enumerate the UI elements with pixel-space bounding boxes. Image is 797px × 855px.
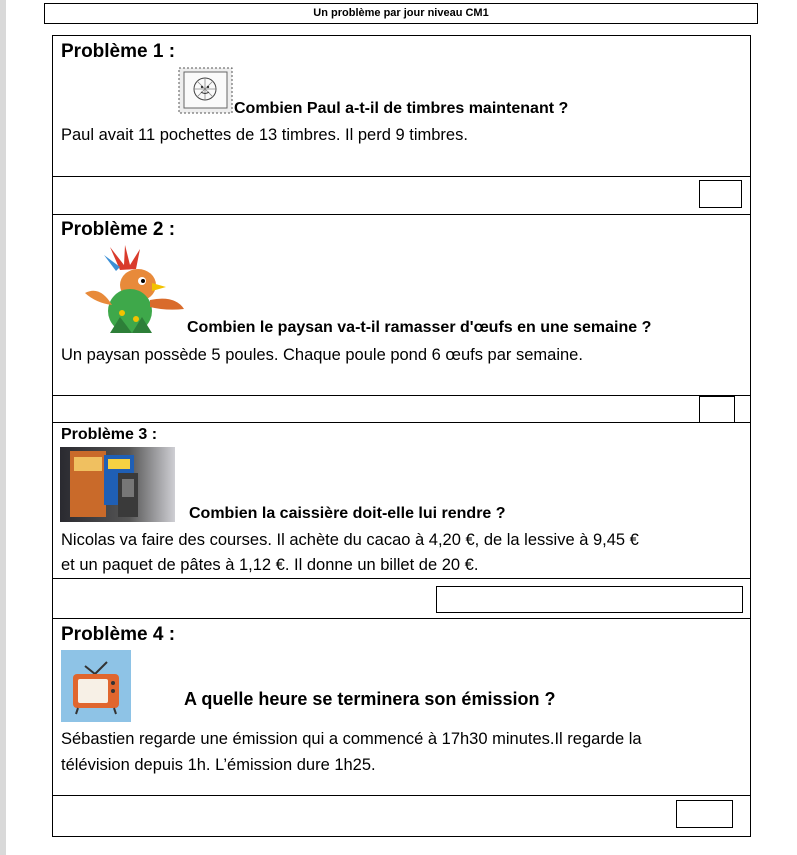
rooster-icon (80, 245, 188, 337)
problem-4 (53, 619, 750, 796)
problem-2-statement: Un paysan possède 5 poules. Chaque poule pond 6 œufs par semaine. (61, 346, 583, 364)
problem-2-answer-row (53, 396, 750, 423)
groceries-photo (60, 447, 175, 522)
problem-3-title: Problème 3 : (61, 426, 158, 443)
television-icon (61, 650, 131, 722)
problem-4-question: A quelle heure se terminera son émission ? (184, 689, 556, 709)
problem-1 (53, 36, 750, 177)
problem-4-title: Problème 4 : (61, 624, 176, 645)
problem-1-question: Combien Paul a-t-il de timbres maintenant ? (234, 100, 569, 117)
page-title: Un problème par jour niveau CM1 (44, 3, 758, 24)
problem-1-answer-row (53, 177, 750, 215)
problem-1-answer-box[interactable] (699, 180, 742, 208)
problem-4-statement-line-2: télévision depuis 1h. L’émission dure 1h25. (61, 756, 376, 774)
problem-3-answer-row (53, 579, 750, 619)
problem-2 (53, 215, 750, 396)
page-edge (0, 0, 6, 855)
problem-3-question: Combien la caissière doit-elle lui rendre ? (189, 505, 506, 522)
problem-4-answer-box[interactable] (676, 800, 733, 828)
problem-3 (53, 423, 750, 579)
stamp-icon (178, 67, 233, 114)
problem-3-statement-line-2: et un paquet de pâtes à 1,12 €. Il donne un billet de 20 €. (61, 556, 479, 574)
problem-3-statement-line-1: Nicolas va faire des courses. Il achète du cacao à 4,20 €, de la lessive à 9,45 € (61, 531, 639, 549)
problem-2-question: Combien le paysan va-t-il ramasser d'œufs en une semaine ? (187, 319, 652, 336)
problem-2-title: Problème 2 : (61, 219, 176, 240)
problem-1-statement: Paul avait 11 pochettes de 13 timbres. Il perd 9 timbres. (61, 126, 468, 144)
problem-1-title: Problème 1 : (61, 41, 176, 62)
problem-3-answer-box[interactable] (436, 586, 743, 613)
problem-4-answer-row (53, 796, 750, 836)
problem-4-statement-line-1: Sébastien regarde une émission qui a commencé à 17h30 minutes.Il regarde la (61, 730, 642, 748)
problem-2-answer-box[interactable] (699, 396, 735, 423)
problems-sheet (52, 35, 751, 837)
